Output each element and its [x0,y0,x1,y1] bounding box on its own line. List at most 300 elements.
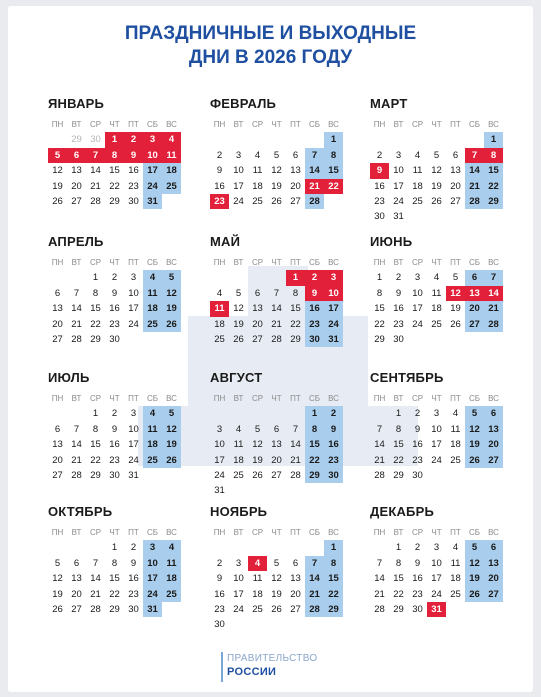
weekend-day: 28 [305,194,324,209]
holiday-day: 9 [305,286,324,301]
holiday-day: 8 [105,148,124,163]
empty-cell [370,406,389,421]
calendar-day: 29 [374,333,385,345]
month-name: ФЕВРАЛЬ [210,96,277,111]
weekday-header: ЧТ [109,394,120,403]
calendar-day: 2 [216,557,223,569]
calendar-day: 14 [71,439,82,451]
calendar-day: 1 [395,408,402,420]
calendar-day: 11 [252,573,263,585]
weekday-header: ЧТ [109,258,120,267]
calendar-day: 3 [433,408,440,420]
calendar-day: 27 [71,195,82,207]
calendar-day: 30 [412,603,423,615]
month-3 [370,96,503,225]
weekend-day: 28 [465,194,484,209]
calendar-day: 23 [412,588,423,600]
calendar-day: 30 [128,603,139,615]
calendar-day: 24 [431,454,442,466]
government-logo [221,652,317,682]
month-grid [370,255,503,347]
calendar-day: 19 [52,588,63,600]
weekday-header: ВС [328,258,339,267]
weekday-header: ВТ [71,258,82,267]
calendar-day: 15 [290,303,301,315]
calendar-day: 7 [376,557,383,569]
calendar-day: 24 [128,454,139,466]
calendar-day: 9 [414,423,421,435]
weekend-day: 26 [162,453,181,468]
calendar-day: 11 [412,165,423,177]
weekend-day: 16 [324,437,343,452]
weekend-day: 18 [143,301,162,316]
weekday-header: ВТ [393,394,404,403]
weekday-header: СБ [146,258,159,267]
calendar-day: 1 [395,542,402,554]
calendar-day: 28 [71,469,82,481]
weekend-day: 31 [324,332,343,347]
weekend-day: 1 [324,540,343,555]
calendar-day: 8 [395,423,402,435]
calendar-day: 11 [450,423,461,435]
calendar-day: 30 [412,469,423,481]
calendar-day: 12 [52,573,63,585]
empty-cell [229,406,248,421]
holiday-day: 5 [48,148,67,163]
logo-line-2: РОССИИ [227,666,277,678]
calendar-day: 8 [376,287,383,299]
calendar-day: 18 [252,588,263,600]
weekend-day: 19 [465,437,484,452]
holiday-day: 7 [86,148,105,163]
calendar-day: 5 [54,557,61,569]
holiday-day: 14 [484,286,503,301]
calendar-day: 2 [111,272,118,284]
calendar-day: 4 [414,149,421,161]
weekend-day: 17 [143,571,162,586]
month-grid [210,255,343,347]
calendar-day: 9 [216,165,223,177]
month-grid [210,117,343,209]
month-name: ОКТЯБРЬ [48,504,113,519]
calendar-day: 9 [216,573,223,585]
weekend-day: 24 [324,317,343,332]
calendar-day: 20 [71,588,82,600]
holiday-day: 4 [162,132,181,147]
weekday-header: ПН [373,528,386,537]
weekday-header: ПТ [450,258,461,267]
calendar-day: 26 [52,195,63,207]
month-grid [48,525,181,617]
holiday-day: 22 [324,179,343,194]
calendar-day: 4 [433,272,440,284]
calendar-day: 19 [431,180,442,192]
calendar-day: 21 [90,588,101,600]
weekend-day: 11 [162,556,181,571]
month-grid [48,117,181,209]
weekday-header: ЧТ [109,528,120,537]
calendar-day: 4 [216,287,223,299]
calendar-day: 28 [374,603,385,615]
calendar-day: 25 [412,195,423,207]
weekend-day: 25 [143,453,162,468]
weekend-day: 19 [465,571,484,586]
calendar-day: 28 [90,603,101,615]
empty-cell [210,132,229,147]
month-name: ДЕКАБРЬ [370,504,435,519]
calendar-day: 13 [52,303,63,315]
weekday-header: ПН [373,394,386,403]
month-name: НОЯБРЬ [210,504,268,519]
calendar-day: 21 [271,318,282,330]
calendar-day: 26 [271,195,282,207]
calendar-day: 20 [52,454,63,466]
calendar-day: 23 [412,454,423,466]
empty-cell [286,132,305,147]
empty-cell [67,540,86,555]
calendar-day: 25 [233,469,244,481]
month-name: ИЮЛЬ [48,370,90,385]
month-grid [210,525,343,633]
weekday-header: ПТ [128,394,139,403]
empty-cell [267,132,286,147]
calendar-day: 29 [290,333,301,345]
weekend-day: 8 [324,556,343,571]
weekend-day: 23 [305,317,324,332]
empty-cell [305,132,324,147]
weekday-header: ПН [373,120,386,129]
weekend-day: 12 [465,422,484,437]
weekend-day: 24 [143,179,162,194]
weekend-day: 22 [324,587,343,602]
weekend-day: 4 [162,540,181,555]
calendar-day: 22 [374,318,385,330]
weekend-day: 1 [324,132,343,147]
calendar-day: 30 [374,211,385,223]
empty-cell [229,270,248,285]
calendar-day: 16 [412,439,423,451]
calendar-day: 23 [109,318,120,330]
calendar-day: 13 [71,573,82,585]
weekday-header: ПТ [290,258,301,267]
calendar-day: 27 [290,603,301,615]
weekend-day: 1 [484,132,503,147]
holiday-day: 11 [162,148,181,163]
calendar-day: 2 [216,149,223,161]
weekend-day: 31 [143,194,162,209]
calendar-day: 1 [92,408,99,420]
weekend-day: 26 [465,587,484,602]
empty-cell [229,540,248,555]
calendar-day: 21 [374,454,385,466]
empty-cell [248,406,267,421]
weekday-header: ВТ [233,394,244,403]
calendar-day: 5 [254,423,261,435]
calendar-day: 27 [52,333,63,345]
calendar-day: 13 [52,439,63,451]
calendar-day: 13 [271,439,282,451]
calendar-day: 7 [292,423,299,435]
weekend-day: 29 [305,468,324,483]
calendar-day: 26 [252,469,263,481]
calendar-day: 23 [109,454,120,466]
empty-cell [48,540,67,555]
calendar-day: 14 [90,165,101,177]
prev-month-day: 29 [71,134,82,146]
calendar-day: 15 [90,439,101,451]
calendar-day: 10 [431,557,442,569]
title-line-2: ДНИ В 2026 ГОДУ [188,47,353,68]
empty-cell [248,132,267,147]
holiday-day: 21 [305,179,324,194]
calendar-day: 18 [450,439,461,451]
month-name: ЯНВАРЬ [48,96,105,111]
weekday-header: ПТ [450,528,461,537]
weekday-header: ЧТ [109,120,120,129]
calendar-day: 11 [450,557,461,569]
calendar-day: 8 [92,287,99,299]
weekend-day: 4 [143,270,162,285]
weekday-header: ВТ [393,528,404,537]
weekend-day: 1 [305,406,324,421]
calendar-day: 28 [374,469,385,481]
calendar-day: 9 [111,423,118,435]
calendar-day: 22 [90,318,101,330]
weekday-header: ВС [166,394,177,403]
calendar-day: 30 [109,333,120,345]
weekend-day: 26 [465,453,484,468]
calendar-day: 26 [450,318,461,330]
calendar-day: 23 [214,603,225,615]
calendar-day: 23 [374,195,385,207]
calendar-day: 19 [252,454,263,466]
weekday-header: ВТ [71,120,82,129]
weekend-day: 25 [143,317,162,332]
weekday-header: ПТ [128,120,139,129]
empty-cell [286,540,305,555]
weekday-header: ПТ [450,394,461,403]
empty-cell [229,132,248,147]
calendar-day: 3 [433,542,440,554]
calendar-day: 21 [90,180,101,192]
calendar-day: 26 [271,603,282,615]
calendar-day: 7 [273,287,280,299]
calendar-day: 12 [431,165,442,177]
calendar-day: 20 [252,318,263,330]
calendar-day: 2 [130,542,137,554]
calendar-day: 23 [128,180,139,192]
month-4 [48,234,181,347]
calendar-day: 2 [414,542,421,554]
weekend-day: 22 [305,453,324,468]
calendar-day: 6 [73,557,80,569]
month-grid [48,255,181,347]
calendar-day: 16 [128,573,139,585]
month-8 [210,370,343,499]
weekday-header: ВС [328,528,339,537]
empty-cell [267,406,286,421]
title-line-1: ПРАЗДНИЧНЫЕ И ВЫХОДНЫЕ [124,23,417,44]
calendar-day: 27 [290,195,301,207]
calendar-day: 11 [233,439,244,451]
weekend-day: 21 [484,301,503,316]
weekday-header: СР [411,394,424,403]
calendar-day: 8 [292,287,299,299]
holiday-day: 11 [210,301,229,316]
calendar-day: 15 [374,303,385,315]
weekday-header: ЧТ [431,120,442,129]
weekend-day: 5 [162,270,181,285]
weekday-header: СР [89,528,102,537]
month-name: АПРЕЛЬ [48,234,104,249]
calendar-day: 18 [233,454,244,466]
weekend-day: 6 [484,540,503,555]
weekday-header: ВС [328,120,339,129]
weekend-day: 27 [465,317,484,332]
calendar-day: 31 [128,469,139,481]
holiday-day: 2 [124,132,143,147]
weekend-day: 26 [162,317,181,332]
month-2 [210,96,343,209]
calendar-day: 29 [109,195,120,207]
weekday-header: СР [411,120,424,129]
empty-cell [48,132,67,147]
calendar-day: 24 [233,195,244,207]
weekday-header: ЧТ [271,120,282,129]
calendar-day: 30 [214,619,225,631]
weekend-day: 8 [305,422,324,437]
weekday-header: ВТ [233,120,244,129]
weekend-day: 5 [465,406,484,421]
weekend-day: 12 [162,422,181,437]
month-10 [48,504,181,617]
weekend-day: 15 [324,163,343,178]
empty-cell [48,270,67,285]
calendar-day: 3 [216,423,223,435]
calendar-day: 25 [450,454,461,466]
weekend-day: 18 [162,163,181,178]
holiday-day: 1 [105,132,124,147]
weekend-day: 9 [324,422,343,437]
weekday-header: СБ [308,528,321,537]
holiday-day: 10 [143,148,162,163]
weekend-day: 16 [305,301,324,316]
calendar-day: 30 [109,469,120,481]
month-grid [370,525,503,617]
calendar-day: 23 [128,588,139,600]
weekend-day: 12 [162,286,181,301]
calendar-day: 5 [273,149,280,161]
calendar-day: 17 [393,180,404,192]
calendar-day: 15 [90,303,101,315]
empty-cell [465,132,484,147]
calendar-day: 29 [109,603,120,615]
weekend-day: 10 [143,556,162,571]
calendar-day: 17 [128,303,139,315]
calendar-day: 30 [128,195,139,207]
weekend-day: 20 [484,437,503,452]
calendar-day: 27 [450,195,461,207]
calendar-day: 2 [376,149,383,161]
calendar-day: 3 [395,149,402,161]
empty-cell [267,270,286,285]
weekend-day: 13 [484,556,503,571]
calendar-day: 17 [214,454,225,466]
calendar-day: 12 [271,165,282,177]
calendar-day: 8 [395,557,402,569]
weekday-header: СБ [146,120,159,129]
calendar-day: 16 [214,588,225,600]
month-11 [210,504,343,633]
weekend-day: 12 [465,556,484,571]
calendar-day: 16 [128,165,139,177]
calendar-day: 8 [92,423,99,435]
calendar-day: 9 [111,287,118,299]
calendar-day: 15 [109,165,120,177]
weekend-day: 18 [143,437,162,452]
calendar-day: 12 [252,439,263,451]
calendar-day: 16 [412,573,423,585]
weekday-header: СБ [468,120,481,129]
weekday-header: ЧТ [431,394,442,403]
weekday-header: СР [411,528,424,537]
weekday-header: СР [251,394,264,403]
calendar-day: 17 [431,439,442,451]
weekday-header: ПТ [290,528,301,537]
weekday-header: ВС [488,394,499,403]
weekend-day: 3 [143,540,162,555]
weekend-day: 21 [465,179,484,194]
calendar-day: 21 [374,588,385,600]
calendar-day: 9 [130,557,137,569]
holiday-day: 8 [484,148,503,163]
calendar-day: 24 [393,195,404,207]
calendar-day: 15 [393,439,404,451]
weekday-header: ВТ [233,528,244,537]
empty-cell [427,132,446,147]
holiday-day: 31 [427,602,446,617]
calendar-day: 22 [109,588,120,600]
calendar-day: 10 [128,423,139,435]
weekend-day: 30 [324,468,343,483]
weekday-header: ПН [51,258,64,267]
empty-cell [210,406,229,421]
calendar-day: 6 [292,149,299,161]
calendar-day: 3 [235,149,242,161]
weekday-header: ВС [488,120,499,129]
weekend-day: 5 [162,406,181,421]
weekend-day: 7 [305,556,324,571]
calendar-day: 29 [90,469,101,481]
calendar-day: 14 [374,439,385,451]
weekend-day: 29 [324,602,343,617]
weekday-header: ВС [166,258,177,267]
calendar-day: 3 [130,272,137,284]
calendar-page [8,6,533,692]
calendar-day: 6 [452,149,459,161]
calendar-day: 11 [252,165,263,177]
calendar-day: 21 [71,454,82,466]
calendar-day: 25 [214,333,225,345]
weekday-header: СР [89,258,102,267]
weekday-header: СБ [468,394,481,403]
weekday-header: ПН [373,258,386,267]
weekend-day: 4 [143,406,162,421]
weekend-day: 19 [162,437,181,452]
weekend-day: 27 [484,453,503,468]
calendar-day: 13 [450,165,461,177]
empty-cell [248,270,267,285]
